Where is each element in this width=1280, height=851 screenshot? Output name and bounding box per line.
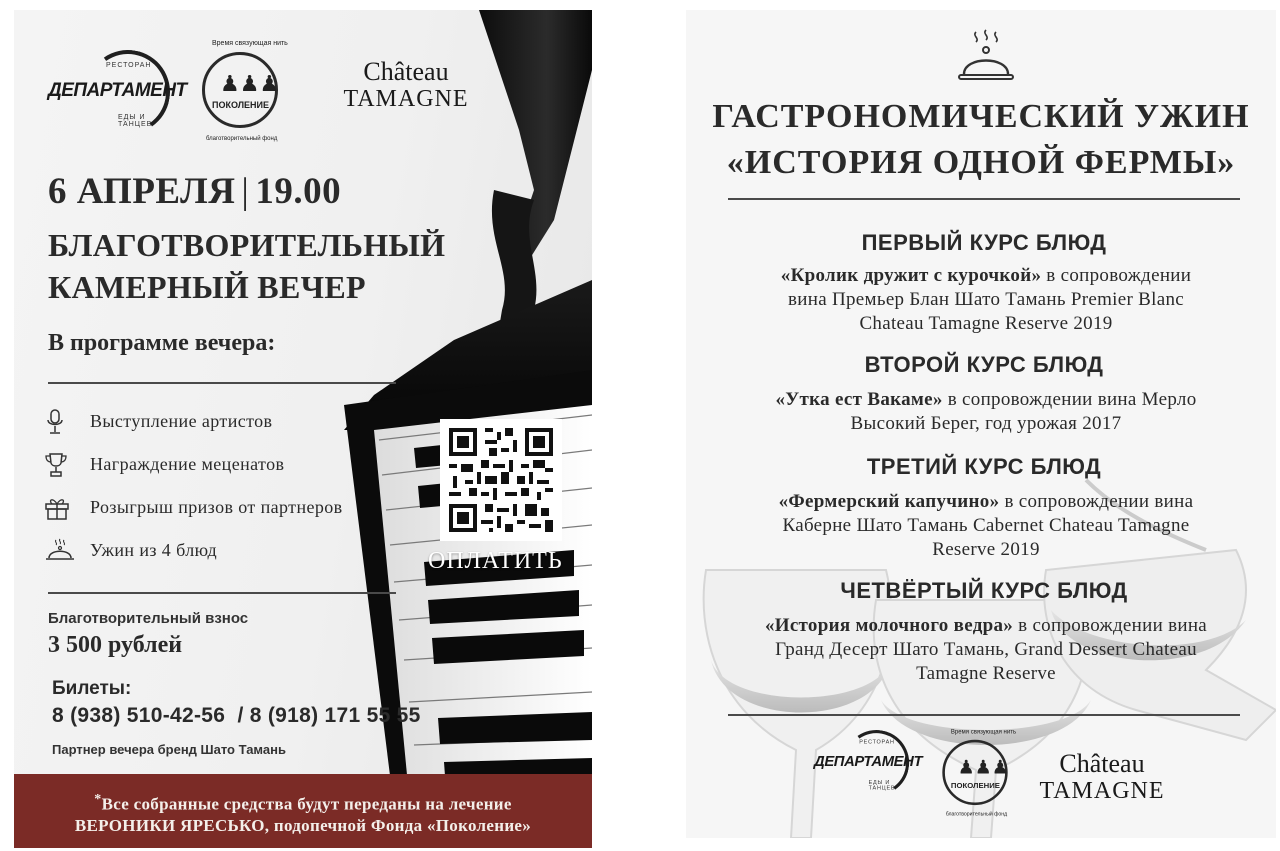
- date-separator: |: [241, 171, 250, 212]
- gift-icon: [44, 494, 80, 522]
- pokolenie-logo: Время связующая нить ♟♟♟ ПОКОЛЕНИЕ благотворительный фонд: [932, 726, 1027, 821]
- course-description: «Фермерский капучино» в сопровождении вина Каберне Шато Тамань Cabernet Chateau Tamagne Reserve 2019: [778, 491, 1194, 560]
- course-description: «История молочного ведра» в сопровождении вина Гранд Десерт Шато Тамань, Grand Dessert Chateau Tamagne Reserve: [764, 615, 1208, 684]
- trophy-icon: [44, 451, 80, 479]
- gastronomic-dinner-menu: [686, 10, 1276, 838]
- fee-label: Благотворительный взнос: [48, 610, 249, 627]
- charity-evening-poster: [14, 10, 592, 848]
- sponsor-logos: [48, 36, 478, 146]
- event-date-time: [48, 170, 341, 213]
- payment-qr-code[interactable]: [440, 419, 562, 541]
- divider: [728, 714, 1240, 716]
- chateau-tamagne-logo: Château TAMAGNE: [1039, 749, 1165, 804]
- list-item: Розыгрыш призов от партнеров: [44, 486, 343, 529]
- qr-code-icon: [449, 428, 553, 532]
- event-date: 6 АПРЕЛЯ: [48, 171, 236, 212]
- people-icon: ♟♟♟: [220, 72, 280, 97]
- course-description: «Утка ест Вакаме» в сопровождении вина Мерло Высокий Берег, год урожая 2017: [775, 389, 1197, 434]
- microphone-icon: [44, 408, 80, 436]
- cloche-icon: [956, 28, 1016, 84]
- cloche-icon: [44, 537, 80, 565]
- pokolenie-logo: Время связующая нить ♟♟♟ ПОКОЛЕНИЕ благотворительный фонд: [190, 36, 300, 146]
- partner-text: Партнер вечера бренд Шато Тамань: [52, 742, 286, 757]
- fee-value: 3 500 рублей: [48, 632, 183, 658]
- departament-logo: РЕСТОРАН ДЕПАРТАМЕНТ ЕДЫ И ТАНЦЕВ: [814, 730, 915, 792]
- program-heading: В программе вечера:: [48, 330, 276, 356]
- pay-button[interactable]: ОПЛАТИТЬ: [428, 548, 563, 574]
- course-description: «Кролик дружит с курочкой» в сопровождении вина Премьер Блан Шато Тамань Premier Blanc Chateau Tamagne Reserve 2019: [780, 265, 1192, 334]
- tickets-phones[interactable]: 8 (938) 510-42-56 / 8 (918) 171 55 55: [52, 704, 421, 727]
- list-item: Ужин из 4 блюд: [44, 529, 343, 572]
- sponsor-logos: [814, 726, 1194, 826]
- course-heading: ТРЕТИЙ КУРС БЛЮД: [866, 454, 1102, 479]
- course-heading: ВТОРОЙ КУРС БЛЮД: [864, 352, 1104, 377]
- divider: [48, 382, 396, 384]
- divider: [48, 592, 396, 594]
- footer-band: *Все собранные средства будут переданы на лечение ВЕРОНИКИ ЯРЕСЬКО, подопечной Фонда «Поколение»: [14, 774, 592, 848]
- event-time: 19.00: [255, 171, 342, 212]
- program-list: [44, 400, 343, 572]
- chateau-tamagne-logo: Château TAMAGNE: [343, 57, 469, 112]
- footnote-asterisk: *: [94, 792, 102, 807]
- tickets-label: Билеты:: [52, 678, 132, 699]
- people-icon: ♟♟♟: [957, 756, 1009, 779]
- departament-logo: РЕСТОРАН ДЕПАРТАМЕНТ ЕДЫ И ТАНЦЕВ: [48, 50, 178, 130]
- course-heading: ЧЕТВЁРТЫЙ КУРС БЛЮД: [840, 578, 1128, 603]
- menu-title-line2: «ИСТОРИЯ ОДНОЙ ФЕРМЫ»: [726, 144, 1236, 181]
- list-item: Выступление артистов: [44, 400, 343, 443]
- course-heading: ПЕРВЫЙ КУРС БЛЮД: [861, 230, 1107, 255]
- divider: [728, 198, 1240, 200]
- list-item: Награждение меценатов: [44, 443, 343, 486]
- event-title: БЛАГОТВОРИТЕЛЬНЫЙ КАМЕРНЫЙ ВЕЧЕР: [48, 227, 446, 305]
- menu-title-line1: ГАСТРОНОМИЧЕСКИЙ УЖИН: [712, 98, 1250, 135]
